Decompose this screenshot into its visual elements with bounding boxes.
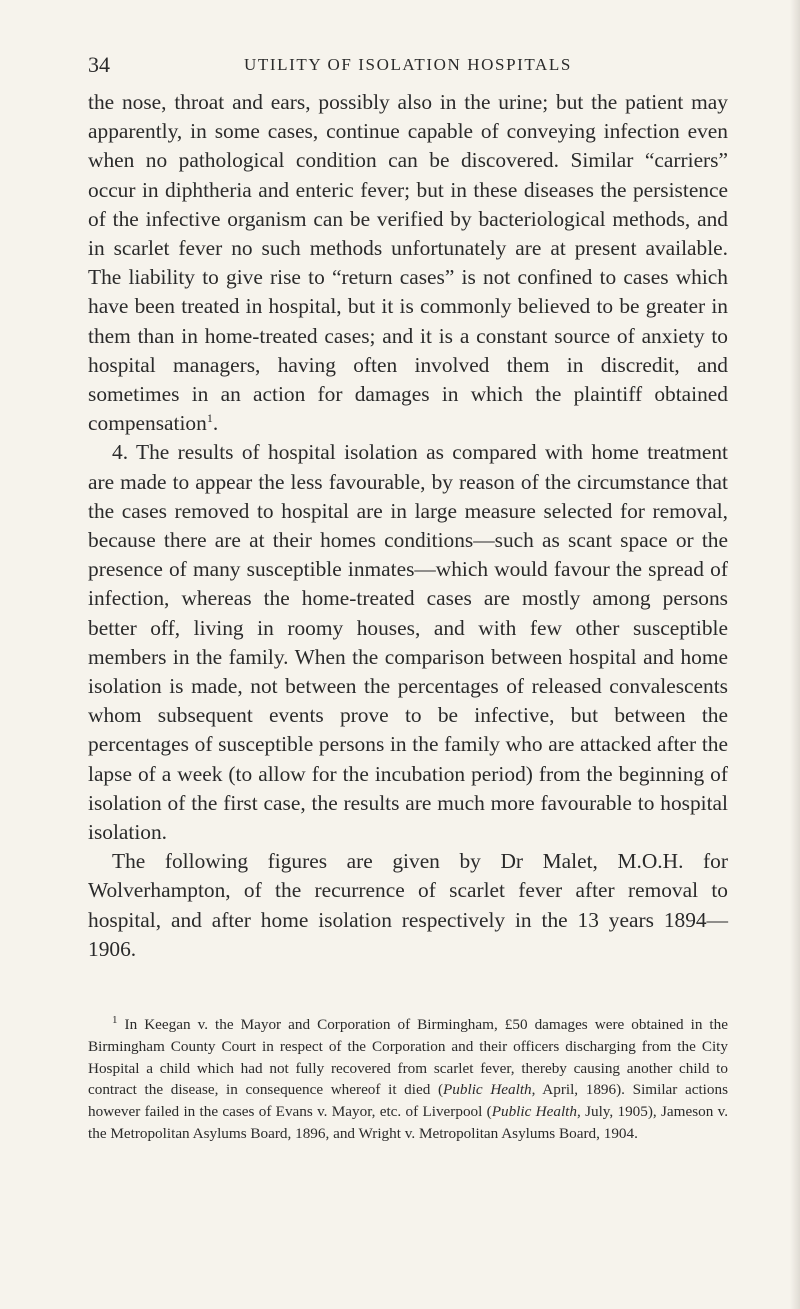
page-header (88, 52, 728, 78)
paragraph-text: the nose, throat and ears, possibly also in the urine; but the patient may apparently, in some cases, continue capable of conveying infection even when no pathological condition can be discovered. Similar “carriers” occur in diphtheria and enteric fever; but in these diseases the persistence of the infective organism can be verified by bacteriological methods, and in scarlet fever no such methods unfortunately are at present available. The liability to give rise to “return cases” is not confined to cases which have been treated in hospital, but it is commonly believed to be greater in them than in home-treated cases; and it is a constant source of anxiety to hospital managers, having often involved them in discredit, and sometimes in an action for damages in which the plaintiff obtained compensation (88, 90, 728, 436)
page-number: 34 (88, 52, 110, 77)
paragraph-end: . (212, 411, 219, 436)
footnote-source: Public Health (491, 1103, 577, 1121)
paragraph-section-4: 4. The results of hospital isolation as compared with home treatment are made to appear the less favourable, by reason of the circumstance that the cases removed to hospital are in large measure selected for removal, because there are at their homes conditions—such as scant space or the presence of many susceptible inmates—which would favour the spread of infection, whereas the home-treated cases are mostly among persons better off, living in roomy houses, and with few other susceptible members in the family. When the comparison between hospital and home isolation is made, not between the percentages of released convalescents whom subsequent events prove to be infective, but between the percentages of susceptible persons in the family who are attacked after the lapse of a week (to allow for the incubation period) from the beginning of isolation of the first case, the results are much more favourable to hospital isolation. (88, 440, 728, 845)
page-edge-shadow (790, 0, 800, 1309)
footnote-reference: 1 (206, 411, 213, 426)
footnote-mark: 1 (112, 1013, 118, 1026)
body-text (88, 88, 728, 964)
footnote-text-end: , July, 1905), Jameson v. the Metropolitan Asylums Board, 1896, and Wright v. Metropolitan Asylums Board, 1904. (88, 1103, 729, 1142)
footnote-source: Public Health (443, 1081, 532, 1099)
paragraph-figures-intro: The following figures are given by Dr Malet, M.O.H. for Wolverhampton, of the recurrence of scarlet fever after removal to hospital, and after home isolation respectively in the 13 years 1894—1906. (88, 849, 728, 961)
paragraph-continued (88, 88, 728, 438)
running-head: UTILITY OF ISOLATION HOSPITALS (244, 55, 572, 74)
footnote-text-cont: , April, 1896). Similar actions however failed in the cases of Evans v. Mayor, etc. of Liverpool ( (88, 1081, 728, 1121)
footnote (88, 1014, 728, 1145)
footnote-text: In Keegan v. the Mayor and Corporation of Birmingham, £50 damages were obtained in the Birmingham County Court in respect of the Corporation and their officers discharging from the City Hospital a child which had not fully recovered from scarlet fever, thereby causing another child to contract the disease, in consequence whereof it died ( (88, 1016, 728, 1099)
